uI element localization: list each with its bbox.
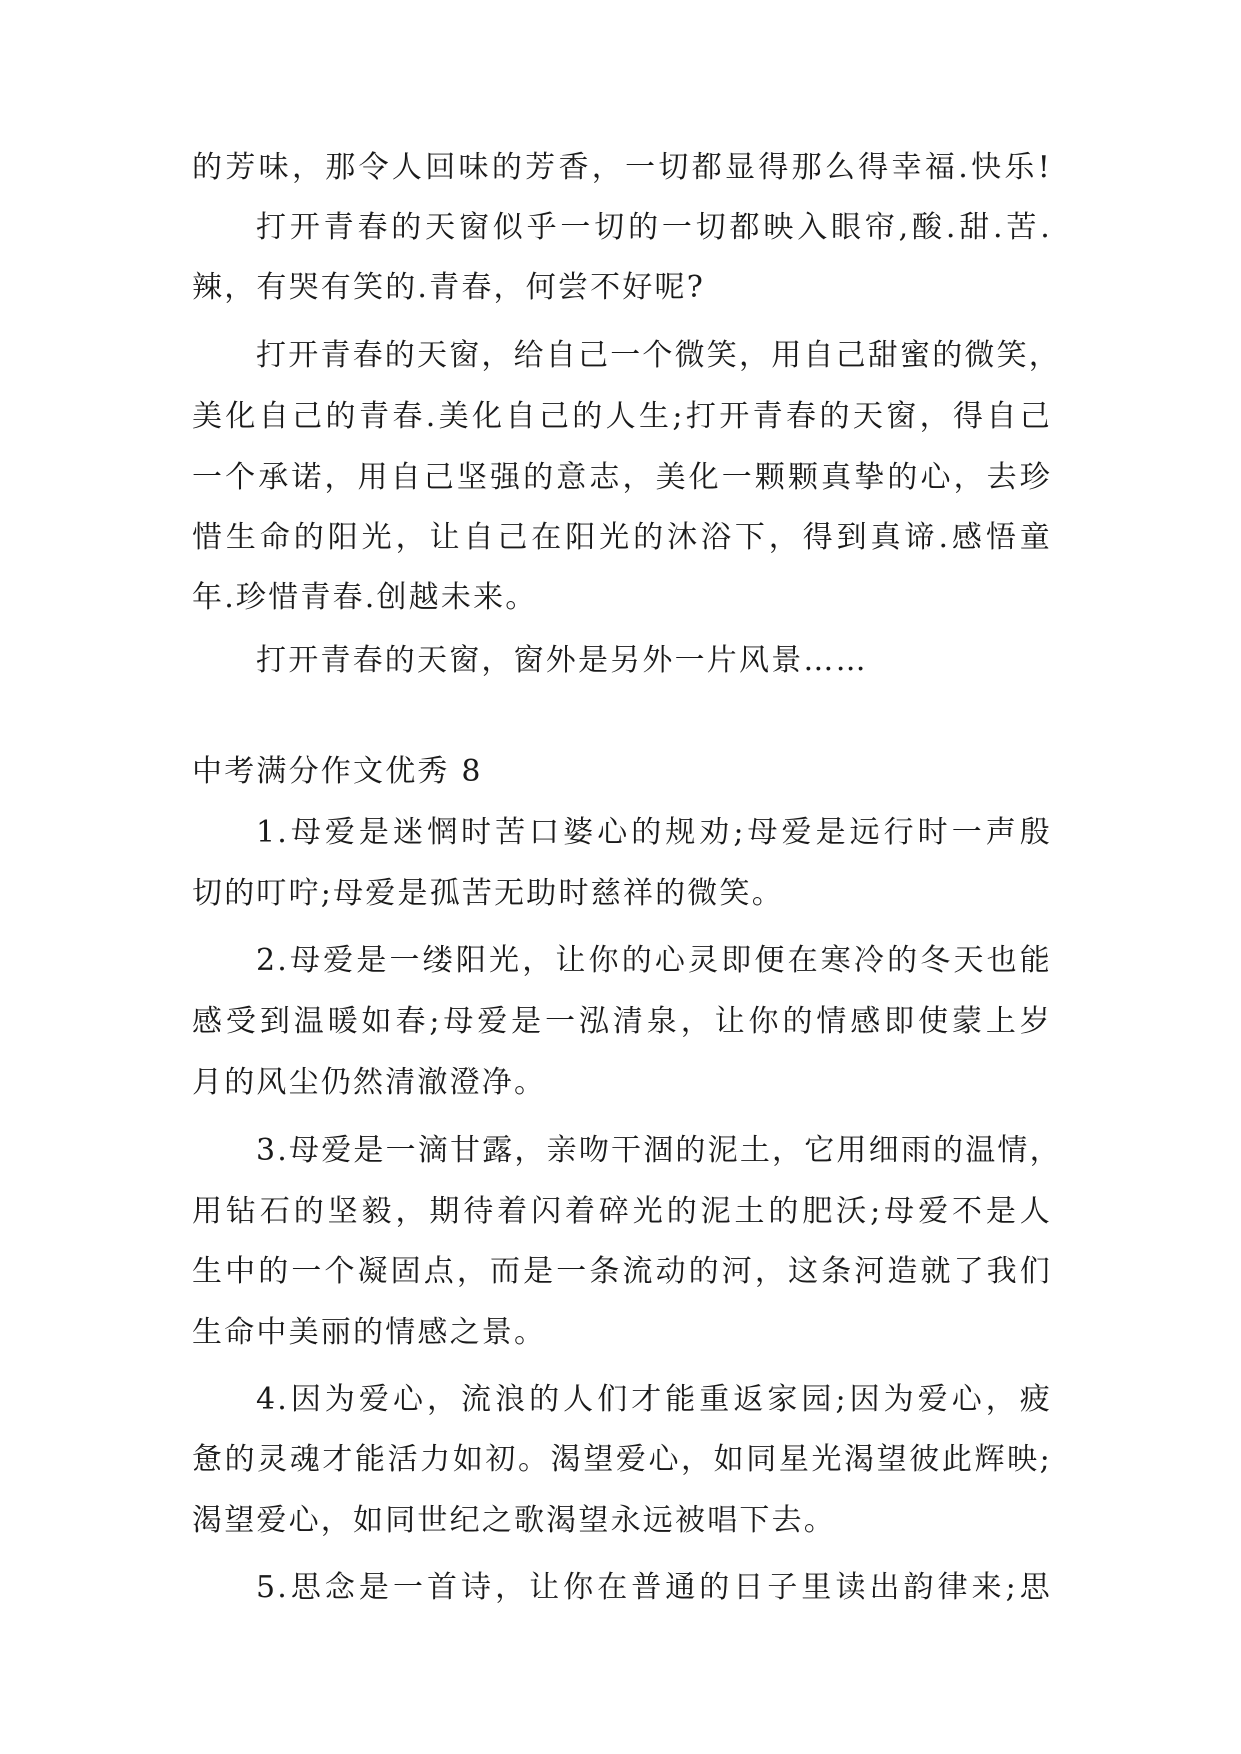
text-line: 生中的一个凝固点，而是一条流动的河，这条河造就了我们 [192, 1254, 1052, 1289]
text-line: 的芳味，那令人回味的芳香，一切都显得那么得幸福.快乐! [192, 150, 1052, 185]
text-line: 打开青春的天窗，给自己一个微笑，用自己甜蜜的微笑， [256, 338, 1061, 373]
text-line: 辣，有哭有笑的.青春，何尝不好呢? [192, 270, 706, 305]
text-line: 渴望爱心，如同世纪之歌渴望永远被唱下去。 [192, 1503, 836, 1538]
text-line: 惜生命的阳光，让自己在阳光的沐浴下，得到真谛.感悟童 [192, 520, 1052, 555]
text-line: 年.珍惜青春.创越未来。 [192, 580, 538, 615]
text-line: 1.母爱是迷惘时苦口婆心的规劝;母爱是远行时一声殷 [256, 815, 1052, 850]
text-line: 美化自己的青春.美化自己的人生;打开青春的天窗，得自己 [192, 399, 1052, 434]
text-line: 生命中美丽的情感之景。 [192, 1315, 547, 1350]
text-line: 感受到温暖如春;母爱是一泓清泉，让你的情感即使蒙上岁 [192, 1004, 1052, 1039]
text-line: 用钻石的坚毅，期待着闪着碎光的泥土的肥沃;母爱不是人 [192, 1194, 1052, 1229]
text-line: 切的叮咛;母爱是孤苦无助时慈祥的微笑。 [192, 876, 784, 911]
text-line: 2.母爱是一缕阳光，让你的心灵即便在寒冷的冬天也能 [256, 943, 1052, 978]
text-line: 惫的灵魂才能活力如初。渴望爱心，如同星光渴望彼此辉映; [192, 1442, 1052, 1477]
text-line: 一个承诺，用自己坚强的意志，美化一颗颗真挚的心，去珍 [192, 460, 1052, 495]
text-line: 打开青春的天窗似乎一切的一切都映入眼帘,酸.甜.苦. [256, 210, 1052, 245]
text-line: 打开青春的天窗，窗外是另外一片风景…… [256, 643, 868, 678]
text-line: 月的风尘仍然清澈澄净。 [192, 1065, 547, 1100]
text-line: 5.思念是一首诗，让你在普通的日子里读出韵律来;思 [256, 1570, 1052, 1605]
text-line: 4.因为爱心，流浪的人们才能重返家园;因为爱心，疲 [256, 1382, 1052, 1417]
text-line: 3.母爱是一滴甘露，亲吻干涸的泥土，它用细雨的温情， [256, 1133, 1062, 1168]
section-heading: 中考满分作文优秀 8 [192, 754, 483, 789]
